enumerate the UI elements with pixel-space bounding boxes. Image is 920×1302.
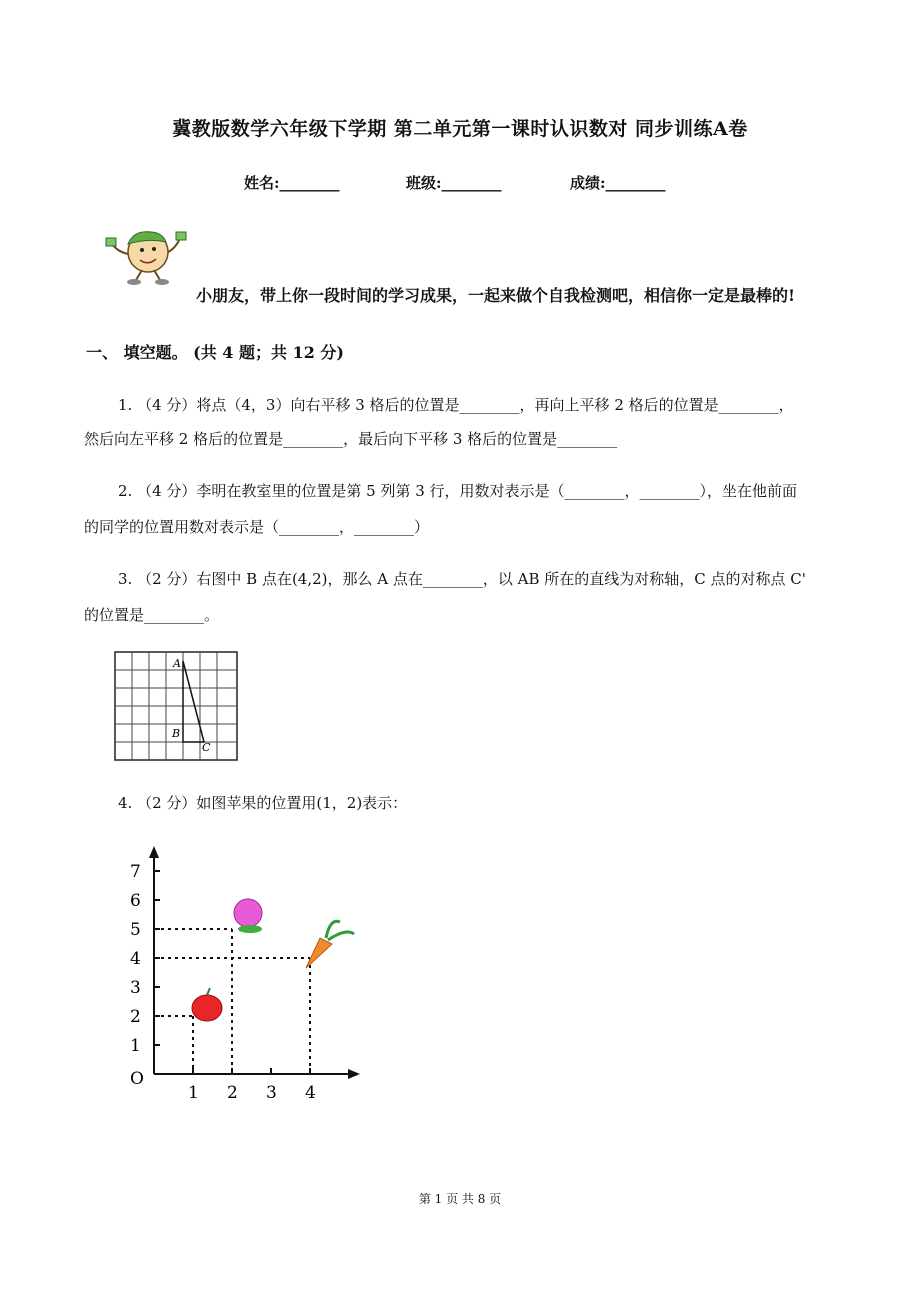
carrot-mark [306, 938, 332, 968]
question-3-line-2: 的位置是________。 [84, 606, 220, 624]
grid-figure [114, 651, 240, 763]
question-3-line-1: 3. （2 分）右图中 B 点在(4,2)，那么 A 点在________，以 AB 所在的直线为对称轴，C 点的对称点 C' [118, 570, 806, 588]
x-tick-label: 3 [266, 1083, 277, 1100]
y-tick-label: 7 [130, 862, 141, 882]
coordinate-chart [120, 840, 370, 1100]
question-1-line-1: 1. （4 分）将点（4，3）向右平移 3 格后的位置是________，再向上平移 2 格后的位置是________， [118, 396, 794, 414]
class-field[interactable]: 班级:________ [406, 174, 502, 192]
question-1-line-2: 然后向左平移 2 格后的位置是________，最后向下平移 3 格后的位置是________ [84, 430, 618, 448]
flower-leaves [238, 925, 262, 933]
y-tick-label: 3 [130, 978, 141, 998]
name-field[interactable]: 姓名:________ [244, 174, 340, 192]
page-title: 冀教版数学六年级下学期 第二单元第一课时认识数对 同步训练A卷 [172, 118, 748, 140]
question-4-line-1: 4. （2 分）如图苹果的位置用(1，2)表示： [118, 794, 408, 812]
encouragement-text: 小朋友，带上你一段时间的学习成果，一起来做个自我检测吧，相信你一定是最棒的! [196, 286, 796, 305]
x-tick-label: 1 [188, 1083, 199, 1100]
point-a-label: A [173, 657, 181, 670]
page-footer: 第 1 页 共 8 页 [418, 1192, 502, 1206]
origin-label: O [130, 1069, 144, 1089]
point-b-label: B [172, 727, 181, 740]
carrot-leaves [326, 921, 354, 940]
x-axis-arrow [348, 1069, 360, 1079]
y-tick-label: 6 [130, 891, 141, 911]
y-tick-label: 4 [130, 949, 141, 969]
question-2-line-2: 的同学的位置用数对表示是（________，________） [84, 518, 430, 536]
y-tick-label: 2 [130, 1007, 141, 1027]
score-field[interactable]: 成绩:________ [570, 174, 666, 192]
flower-mark [234, 899, 262, 927]
mascot-illustration [104, 222, 188, 286]
section-heading: 一、 填空题。 (共 4 题；共 12 分) [86, 343, 344, 362]
y-axis-arrow [149, 846, 159, 858]
x-tick-label: 2 [227, 1083, 238, 1100]
apple-stem [207, 988, 210, 995]
apple-mark [192, 995, 222, 1021]
y-tick-label: 1 [130, 1036, 141, 1056]
x-tick-label: 4 [305, 1083, 316, 1100]
y-tick-label: 5 [130, 920, 141, 940]
point-c-label: C [202, 741, 211, 754]
question-2-line-1: 2. （4 分）李明在教室里的位置是第 5 列第 3 行，用数对表示是（________，________），坐在他前面 [118, 482, 798, 500]
